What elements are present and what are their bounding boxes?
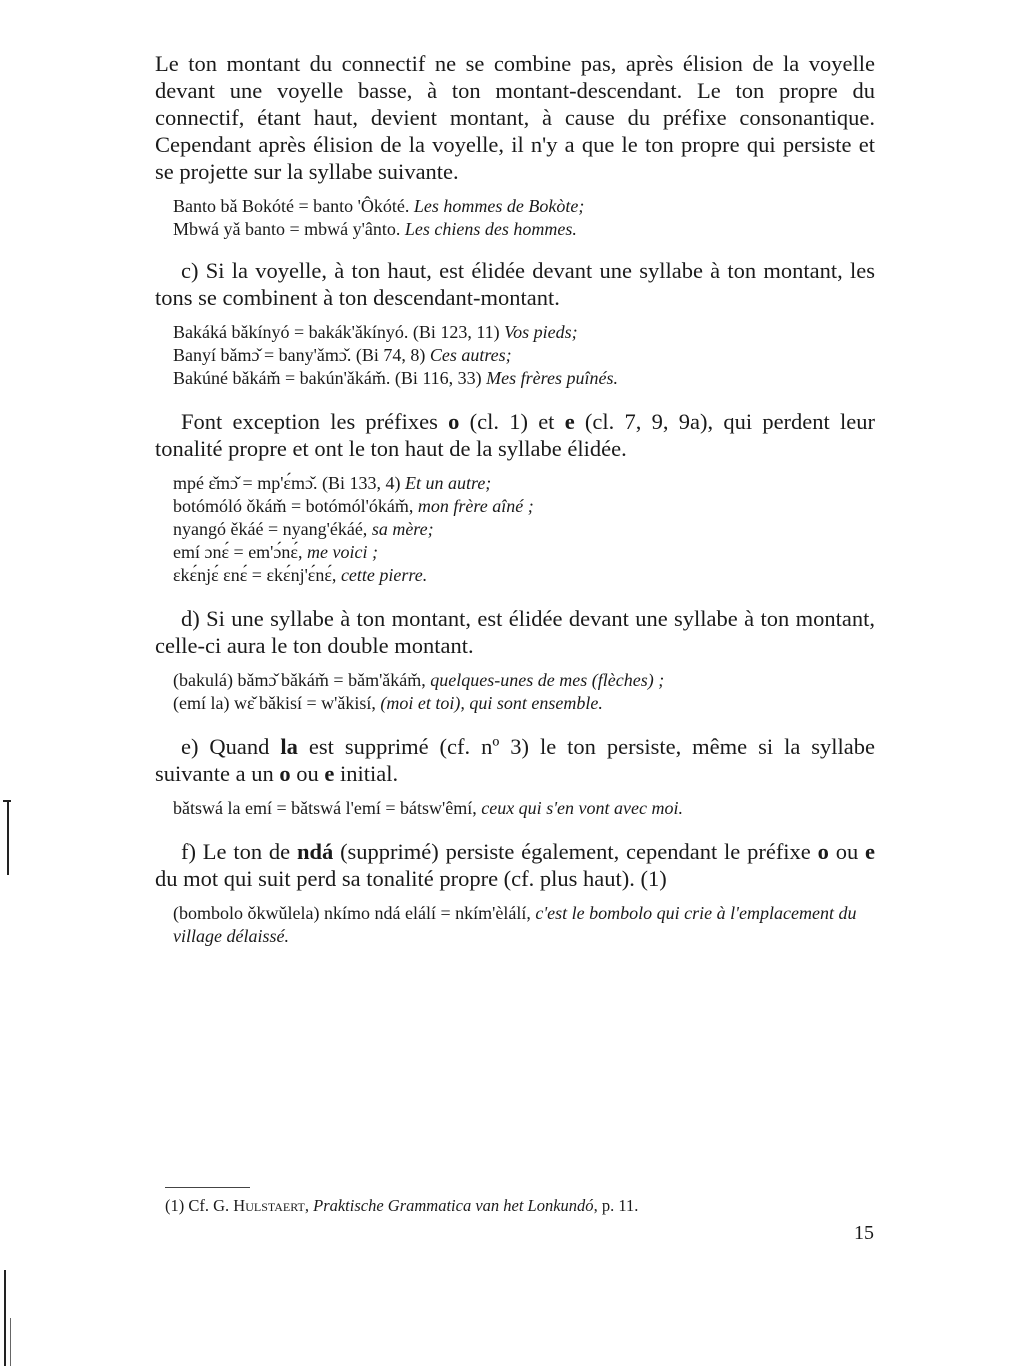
example-block-exception (155, 472, 875, 587)
scan-mark (7, 800, 9, 875)
example-block-d (155, 669, 875, 715)
scan-mark (4, 1270, 6, 1366)
example-line: Bakúné bǎkám̌ = bakún'ǎkám̌. (Bi 116, 33) Mes frères puînés. (173, 368, 618, 388)
scan-mark (10, 1318, 11, 1366)
page-number: 15 (854, 1222, 874, 1244)
example-line: emí ɔnɛ́ = em'ɔ́nɛ́, me voici ; (173, 542, 378, 562)
example-line: Bakáká bǎkínyó = bakák'ǎkínyó. (Bi 123, 11) Vos pieds; (173, 322, 578, 342)
example-line: (emí la) wɛ̌ bǎkisí = w'ǎkisí, (moi et toi), qui sont ensemble. (173, 693, 603, 713)
example-line: botómóló ǒkám̌ = botómól'ókám̌, mon frère aîné ; (173, 496, 534, 516)
paragraph-intro: Le ton montant du connectif ne se combine pas, après élision de la voyelle devant une voyelle basse, à ton montant-descendant. Le ton propre du connectif, étant haut, devient montant, à cause du préfixe consonantique. Cependant après élision de la voyelle, il n'y a que le ton propre qui persiste et se projette sur la syllabe suivante. (155, 51, 875, 184)
example-block-c (155, 321, 875, 390)
example-block-e (155, 797, 875, 820)
paragraph-exception: Font exception les préfixes o (cl. 1) et e (cl. 7, 9, 9a), qui perdent leur tonalité propre et ont le ton haut de la syllabe élidée. (155, 409, 876, 461)
paragraph-d: d) Si une syllabe à ton montant, est élidée devant une syllabe à ton montant, celle-ci aura le ton double montant. (155, 606, 875, 658)
scan-mark (3, 800, 11, 802)
example-line: bǎtswá la emí = bǎtswá l'emí = bátsw'êmí, ceux qui s'en vont avec moi. (173, 798, 683, 818)
example-line: mpé ɛ̌mɔ̌ = mp'ɛ́mɔ̌. (Bi 133, 4) Et un autre; (173, 473, 492, 493)
example-line: Mbwá yǎ banto = mbwá y'ânto. Les chiens des hommes. (173, 219, 577, 239)
paragraph-f: f) Le ton de ndá (supprimé) persiste également, cependant le préfixe o ou e du mot qui suit perd sa tonalité propre (cf. plus haut). (1) (155, 839, 875, 891)
example-line: ɛkɛ́njɛ́ ɛnɛ́ = ɛkɛ́nj'ɛ́nɛ́, cette pierre. (173, 565, 428, 585)
example-line: (bakulá) bǎmɔ̌ bǎkám̌ = bǎm'ǎkám̌, quelques-unes de mes (flèches) ; (173, 670, 665, 690)
example-block-1 (155, 195, 875, 241)
example-block-f (155, 902, 875, 948)
paragraph-c: c) Si la voyelle, à ton haut, est élidée devant une syllabe à ton montant, les tons se combinent à ton descendant-montant. (155, 258, 875, 310)
example-line: Banyí bǎmɔ̌ = bany'ǎmɔ̌. (Bi 74, 8) Ces autres; (173, 345, 512, 365)
example-line: nyangó ěkáé = nyang'ékáé, sa mère; (173, 519, 434, 539)
footnote-divider (165, 1187, 250, 1188)
example-line: Banto bǎ Bokóté = banto 'Ôkóté. Les hommes de Bokòte; (173, 196, 585, 216)
footnote: (1) Cf. G. Hulstaert, Praktische Grammatica van het Lonkundó, p. 11. (165, 1196, 639, 1215)
paragraph-e: e) Quand la est supprimé (cf. nº 3) le ton persiste, même si la syllabe suivante a un o ou e initial. (155, 734, 875, 786)
example-line: (bombolo ǒkwǔlela) nkímo ndá elálí = nkím'èlálí, c'est le bombolo qui crie à l'emplacement du village délaissé. (173, 903, 857, 946)
page-body (155, 50, 875, 948)
